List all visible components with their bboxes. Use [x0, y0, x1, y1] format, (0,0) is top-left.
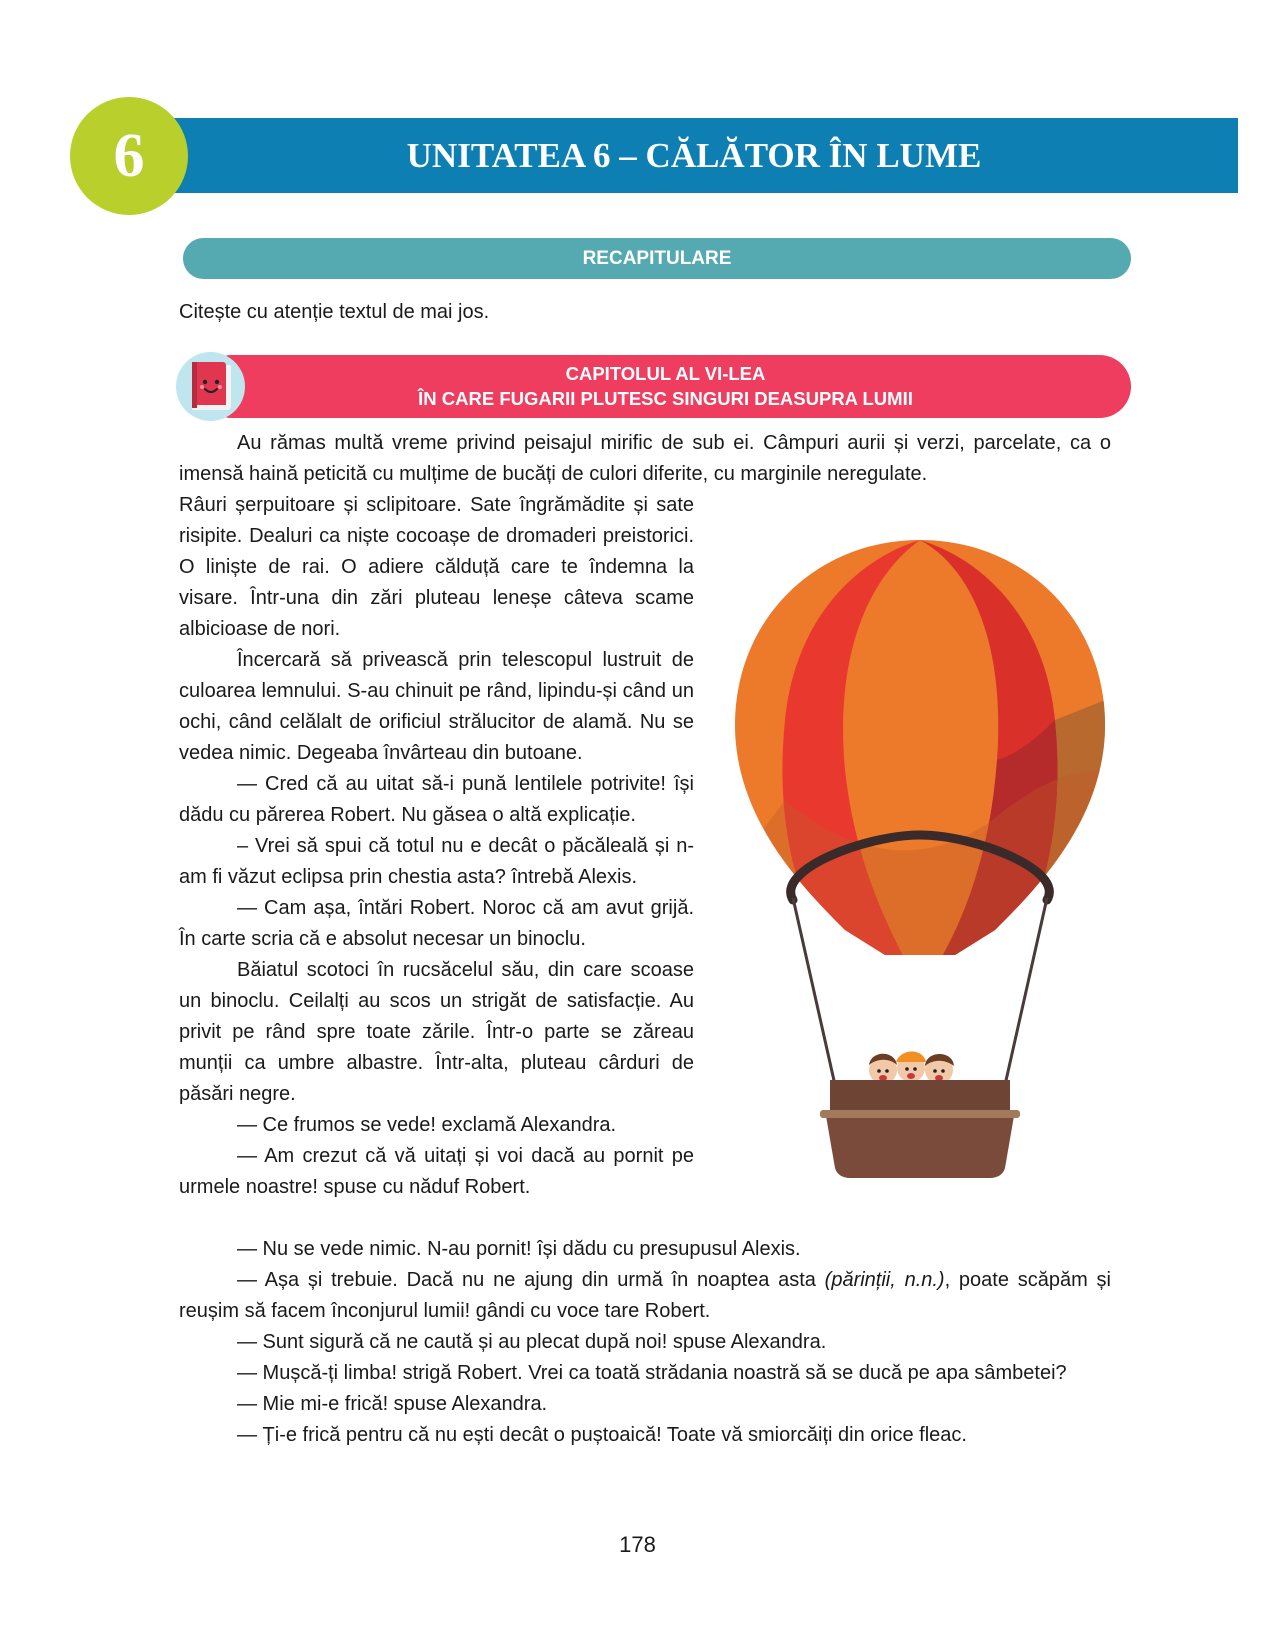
story-text-bottom	[179, 1234, 1111, 1451]
story-italic-note: (părinții, n.n.)	[824, 1269, 945, 1291]
chapter-title-line2: ÎN CARE FUGARII PLUTESC SINGURI DEASUPRA LUMII	[418, 388, 913, 409]
page-number: 178	[619, 1532, 656, 1557]
story-paragraph	[179, 1265, 1111, 1327]
story-paragraph: Au rămas multă vreme privind peisajul mirific de sub ei. Câmpuri aurii și verzi, parcelate, ca o imensă haină peticită cu mulțime de bucăți de culori diferite, cu marginile neregulate.	[179, 432, 1111, 485]
book-icon	[176, 352, 245, 421]
story-paragraph: – Vrei să spui că totul nu e decât o păcăleală și n-am fi văzut eclipsa prin chestia asta? întrebă Alexis.	[179, 835, 694, 888]
story-paragraph: — Cam așa, întări Robert. Noroc că am avut grijă. În carte scria că e absolut necesar un binoclu.	[179, 897, 694, 950]
story-text-span: , poate scăpăm și reușim să facem înconjurul lumii! gândi cu voce tare Robert.	[179, 1269, 1111, 1322]
story-paragraph: Încercară să privească prin telescopul lustruit de culoarea lemnului. S-au chinuit pe rând, lipindu-și când un ochi, când celălalt de orificiul strălucitor de alamă. Nu se vedea nimic. Degeaba învârteau din butoane.	[179, 649, 694, 764]
story-paragraph: Băiatul scotoci în rucsăcelul său, din care scoase un binoclu. Ceilalți au scos un strigăt de satisfacție. Au privit pe rând spre toate zările. Într-o parte se zăreau munții ca umbre albastre. Într-alta, pluteau cârduri de păsări negre.	[179, 959, 694, 1105]
story-paragraph: — Am crezut că vă uitați și voi dacă au pornit pe urmele noastre! spuse cu năduf Robert.	[179, 1145, 694, 1198]
chapter-title-line1: CAPITOLUL AL VI-LEA	[565, 363, 766, 384]
story-text-top	[179, 428, 1111, 490]
story-paragraph: — Mușcă-ți limba! strigă Robert. Vrei ca toată strădania noastră să se ducă pe apa sâmbetei?	[237, 1362, 1067, 1384]
story-paragraph: Râuri șerpuitoare și sclipitoare. Sate îngrămădite și sate risipite. Dealuri ca niște cocoașe de dromaderi preistorici. O liniște de rai. O adiere călduță care te îndemna la visare. Într-una din zări pluteau leneșe câteva scame albicioase de nori.	[179, 494, 694, 640]
instruction-text: Citește cu atenție textul de mai jos.	[179, 301, 490, 323]
story-paragraph: — Nu se vede nimic. N-au pornit! își dădu cu presupusul Alexis.	[237, 1238, 801, 1260]
story-paragraph: — Ți-e frică pentru că nu ești decât o puștoaică! Toate vă smiorcăiți din orice fleac.	[237, 1424, 967, 1446]
story-paragraph: — Cred că au uitat să-i pună lentilele potrivite! își dădu cu părerea Robert. Nu găsea o altă explicație.	[179, 773, 694, 826]
story-text-narrow	[179, 490, 694, 1203]
section-title: RECAPITULARE	[183, 238, 1131, 279]
story-paragraph: — Sunt sigură că ne caută și au plecat după noi! spuse Alexandra.	[237, 1331, 827, 1353]
story-paragraph: — Ce frumos se vede! exclamă Alexandra.	[237, 1114, 617, 1136]
unit-number-badge: 6	[70, 97, 188, 215]
story-text-span: — Așa și trebuie. Dacă nu ne ajung din urmă în noaptea asta	[237, 1269, 825, 1291]
unit-title: UNITATEA 6 – CĂLĂTOR ÎN LUME	[406, 136, 982, 175]
hot-air-balloon-icon	[735, 540, 1105, 1225]
chapter-banner	[200, 355, 1131, 418]
story-paragraph: — Mie mi-e frică! spuse Alexandra.	[237, 1393, 548, 1415]
